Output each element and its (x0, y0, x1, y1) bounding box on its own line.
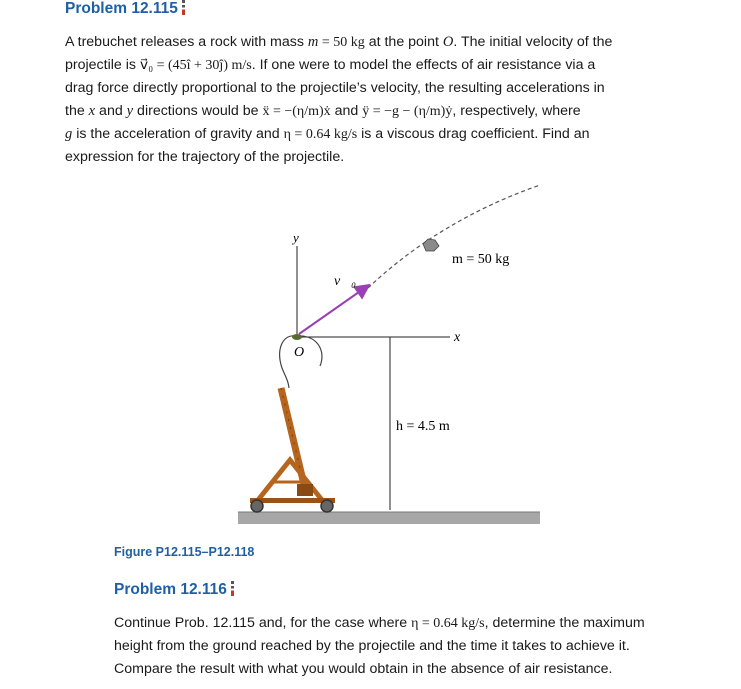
sling-loop (280, 336, 296, 388)
text-segment: , determine the maximum (484, 615, 645, 631)
origin-point (292, 334, 302, 340)
text-line (114, 635, 645, 658)
bookmark-icon-2[interactable] (231, 581, 234, 596)
velocity-label: v⃗₀ (334, 274, 356, 289)
text-segment: is the acceleration of gravity and (72, 126, 284, 142)
text-segment: and (95, 103, 127, 119)
text-segment: is a viscous drag coefficient. Find an (357, 126, 590, 142)
problem-title-2 (114, 581, 234, 599)
problem-title-2-text: Problem 12.116 (114, 581, 227, 598)
text-line (114, 612, 645, 635)
text-segment: directions would be (133, 103, 263, 119)
velocity-vector (299, 285, 369, 334)
text-segment: drag force directly proportional to the projectile’s velocity, the resulting accelerations in (65, 80, 605, 96)
x-axis-label: x (454, 330, 461, 345)
math-segment: O (442, 34, 454, 50)
math-segment: m (307, 34, 319, 50)
y-axis-label: y (293, 230, 299, 245)
text-segment: height from the ground reached by the projectile and the time it takes to achieve it. (114, 638, 630, 654)
problem-title-text: Problem 12.115 (65, 0, 178, 17)
wheel-right (321, 500, 333, 512)
math-segment: ẍ = −(η/m)ẋ (262, 104, 331, 119)
math-segment: = 50 kg (318, 35, 365, 50)
math-segment: y (126, 103, 134, 119)
origin-label: O (294, 345, 305, 360)
text-segment: Continue Prob. 12.115 and, for the case where (114, 615, 412, 631)
wheel-left (251, 500, 263, 512)
text-segment: A trebuchet releases a rock with mass (65, 34, 308, 50)
text-segment: projectile is (65, 57, 140, 73)
figure-caption: Figure P12.115–P12.118 (114, 545, 255, 559)
math-segment: η = 0.64 kg/s (411, 616, 485, 631)
text-segment: and (330, 103, 363, 119)
text-segment: at the point (364, 34, 443, 50)
trajectory-path (368, 185, 540, 288)
text-segment: expression for the trajectory of the projectile. (65, 149, 345, 165)
text-segment: , respectively, where (452, 103, 581, 119)
problem-statement-2 (114, 612, 645, 681)
rock-icon (423, 239, 439, 251)
math-segment: η = 0.64 kg/s (283, 127, 358, 142)
ground (238, 512, 540, 524)
text-segment: Compare the result with what you would obtain in the absence of air resistance. (114, 661, 613, 677)
math-segment: v⃗₀ = (45î + 30ĵ) m/s (139, 58, 252, 73)
math-segment: g (65, 126, 73, 142)
mass-label: m = 50 kg (452, 252, 510, 267)
counterweight (297, 484, 313, 496)
text-segment: . If one were to model the effects of air resistance via a (251, 57, 596, 73)
text-segment: the (65, 103, 89, 119)
text-line (114, 658, 645, 681)
math-segment: x (88, 103, 96, 119)
height-label: h = 4.5 m (396, 419, 450, 434)
text-segment: . The initial velocity of the (453, 34, 613, 50)
math-segment: ÿ = −g − (η/m)ẏ (362, 104, 453, 119)
